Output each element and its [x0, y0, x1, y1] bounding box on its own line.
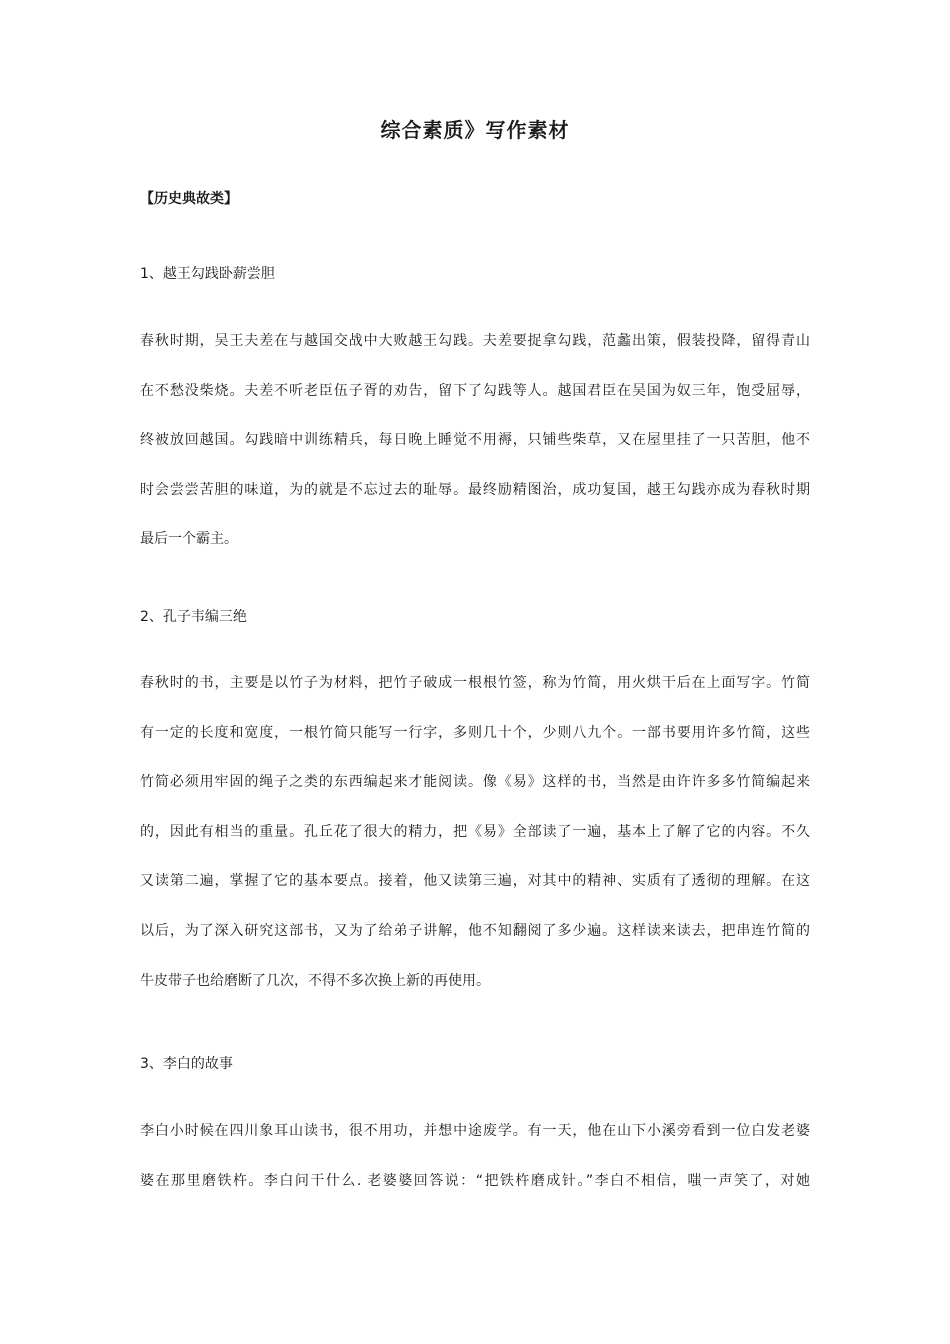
paragraph-line: 又读第二遍，掌握了它的基本要点。接着，他又读第三遍，对其中的精神、实质有了透彻的理解。在这 [140, 873, 810, 890]
section-heading: 1、越王勾践卧薪尝胆 [140, 266, 275, 282]
paragraph-line: 李白小时候在四川象耳山读书，很不用功，并想中途废学。有一天，他在山下小溪旁看到一位白发老婆 [140, 1123, 810, 1139]
paragraph-line: 竹简必须用牢固的绳子之类的东西编起来才能阅读。像《易》这样的书，当然是由许许多多竹简编起来 [140, 774, 810, 791]
paragraph-line: 婆在那里磨铁杵。李白问干什么. 老婆婆回答说：“把铁杵磨成针。”李白不相信，嗤一声笑了，对她 [140, 1172, 810, 1189]
section-paragraph [140, 1107, 810, 1206]
section-paragraph [140, 659, 810, 1006]
section-heading: 2、孔子韦编三绝 [140, 609, 247, 625]
paragraph-line: 以后，为了深入研究这部书，又为了给弟子讲解，他不知翻阅了多少遍。这样读来读去，把串连竹简的 [140, 922, 810, 939]
paragraph-line: 春秋时的书，主要是以竹子为材料，把竹子破成一根根竹签，称为竹简，用火烘干后在上面写字。竹简 [140, 675, 810, 691]
document-title: 综合素质》写作素材 [380, 118, 570, 142]
paragraph-line: 的，因此有相当的重量。孔丘花了很大的精力，把《易》全部读了一遍，基本上了解了它的内容。不久 [140, 823, 810, 840]
section-heading: 3、李白的故事 [140, 1056, 233, 1072]
paragraph-line: 在不愁没柴烧。夫差不听老臣伍子胥的劝告，留下了勾践等人。越国君臣在吴国为奴三年，饱受屈辱， [140, 382, 810, 399]
paragraph-line: 终被放回越国。勾践暗中训练精兵，每日晚上睡觉不用褥，只铺些柴草，又在屋里挂了一只苦胆，他不 [140, 432, 810, 449]
section-paragraph [140, 317, 810, 565]
paragraph-line: 牛皮带子也给磨断了几次，不得不多次换上新的再使用。 [140, 972, 490, 989]
paragraph-line: 有一定的长度和宽度，一根竹简只能写一行字，多则几十个，少则八九个。一部书要用许多竹简，这些 [140, 724, 810, 741]
paragraph-line: 春秋时期，吴王夫差在与越国交战中大败越王勾践。夫差要捉拿勾践，范蠡出策，假装投降，留得青山 [140, 333, 810, 349]
paragraph-line: 时会尝尝苦胆的味道，为的就是不忘过去的耻辱。最终励精图治，成功复国，越王勾践亦成为春秋时期 [140, 481, 810, 498]
category-heading: 【历史典故类】 [140, 191, 238, 207]
paragraph-line: 最后一个霸主。 [140, 531, 238, 548]
